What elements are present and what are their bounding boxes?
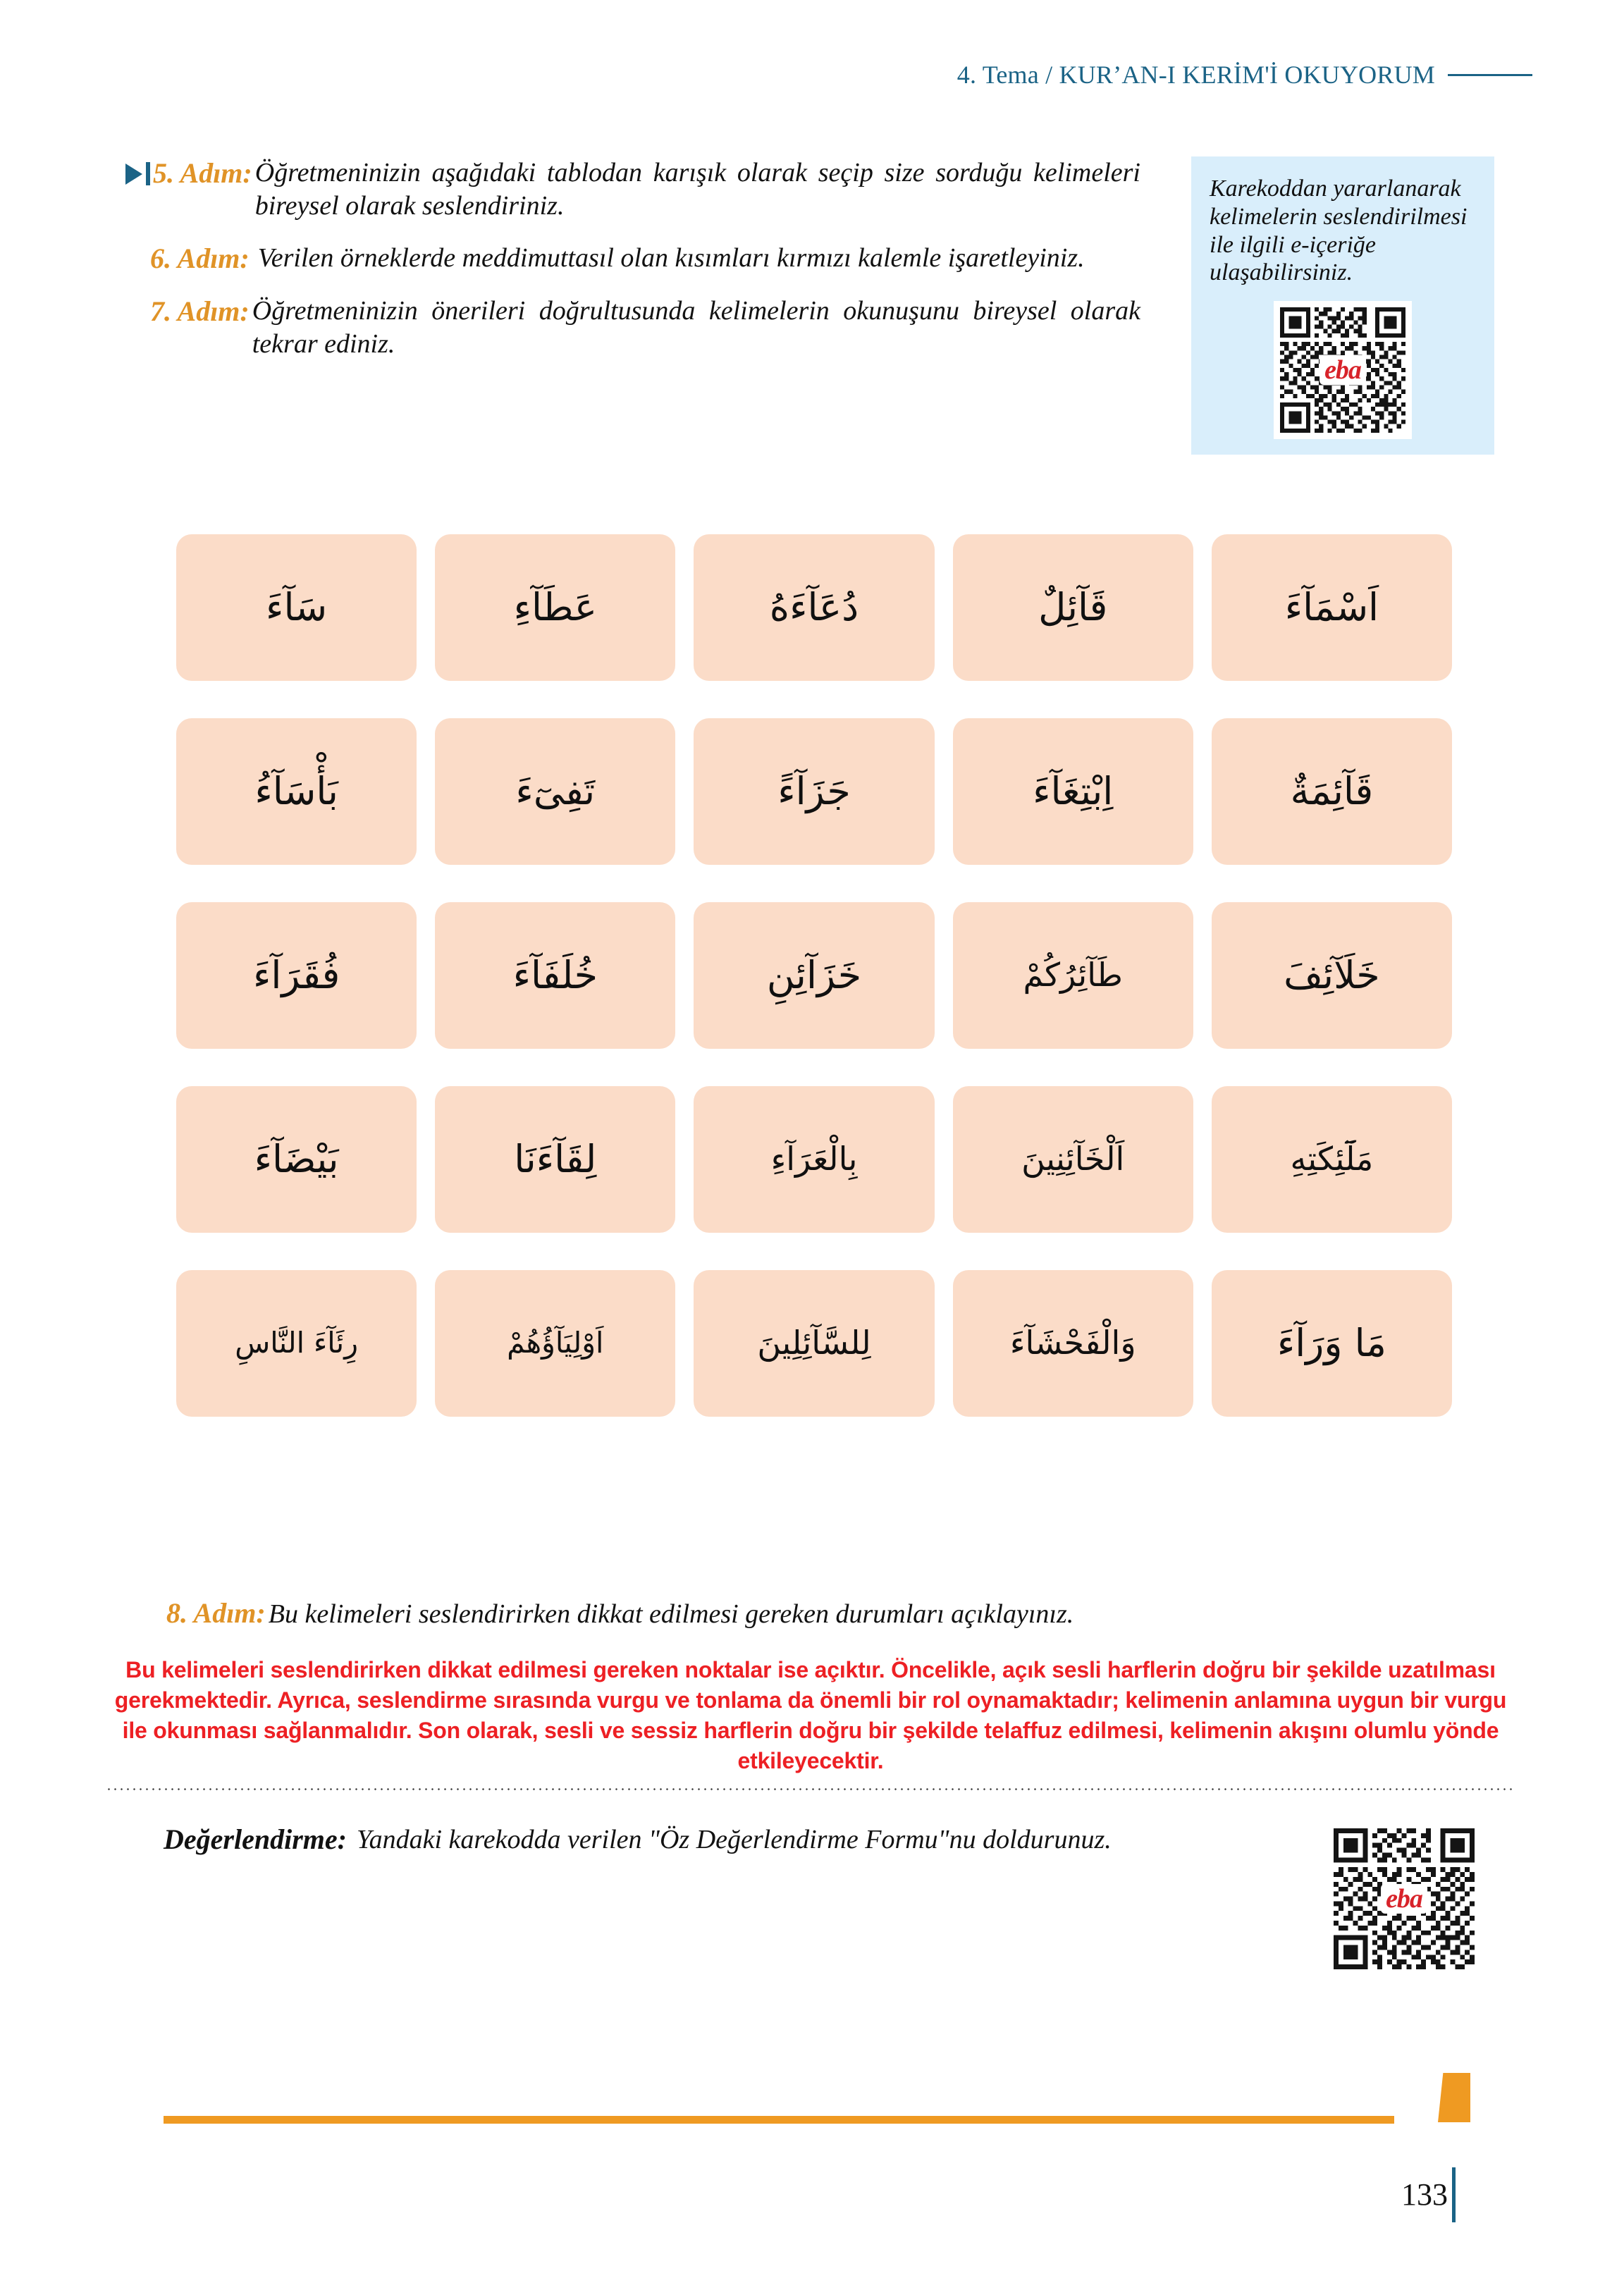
footer-rule <box>164 2116 1394 2124</box>
word-cell[interactable] <box>176 1270 417 1417</box>
header-rule <box>1448 74 1532 76</box>
qr-info-text: Karekoddan yararlanarak kelimelerin seslendirilmesi ile ilgili e-içeriğe ulaşabilirsiniz. <box>1210 176 1468 286</box>
word-cell[interactable] <box>953 1270 1193 1417</box>
evaluation-text: Yandaki karekodda verilen "Öz Değerlendirme Formu"nu doldurunuz. <box>356 1825 1112 1854</box>
arabic-word: بِالْعَرَآءِ <box>770 1140 858 1178</box>
word-cell[interactable] <box>1212 1086 1452 1233</box>
word-cell[interactable] <box>694 1270 934 1417</box>
student-answer-text: Bu kelimeleri seslendirirken dikkat edilmesi gereken noktalar ise açıktır. Öncelikle, açık sesli harflerin doğru bir şekilde uzatılması gerekmektedir. Ayrıca, seslendirme sırasında vurgu ve tonlama da önemli bir rol oynamaktadır; kelimenin anlamına uygun bir vurgu ile okunması sağlanmalıdır. Son olarak, sesli ve sessiz harflerin doğru bir şekilde telaffuz edilmesi, kelimenin akışını olumlu yönde etkileyecektir. <box>114 1657 1507 1773</box>
arabic-word: عَطَآءِ <box>513 585 597 630</box>
arabic-word: رِئَآءَ النَّاسِ <box>235 1326 358 1360</box>
step-text-7: Öğretmeninizin önerileri doğrultusunda kelimelerin okunuşunu bireysel olarak tekrar ediniz. <box>252 296 1140 359</box>
word-cell[interactable] <box>176 1086 417 1233</box>
word-cell[interactable] <box>1212 902 1452 1049</box>
arabic-word: تَفِىٓءَ <box>515 769 596 814</box>
step-item-6 <box>125 242 1140 275</box>
step-text-6: Verilen örneklerde meddimuttasıl olan kısımları kırmızı kalemle işaretleyiniz. <box>257 243 1085 273</box>
word-cell[interactable] <box>953 1086 1193 1233</box>
step-label-7: 7. Adım: <box>150 295 250 328</box>
page-header <box>957 60 1532 90</box>
arabic-word: مَلَٓئِكَتِهِ <box>1290 1140 1374 1178</box>
word-cell[interactable] <box>694 1086 934 1233</box>
dotted-divider <box>106 1787 1515 1791</box>
word-cell[interactable] <box>694 534 934 681</box>
word-cell[interactable] <box>435 1270 675 1417</box>
arabic-word: اَلْخَآئِنِينَ <box>1021 1140 1125 1178</box>
page-title: 4. Tema / KUR’AN-I KERİM'İ OKUYORUM <box>956 61 1435 89</box>
word-cell[interactable] <box>1212 1270 1452 1417</box>
qr-code-bottom[interactable] <box>1334 1828 1475 1969</box>
eba-logo-icon: eba <box>1320 355 1366 385</box>
step-text-8: Bu kelimeleri seslendirirken dikkat edilmesi gereken durumları açıklayınız. <box>268 1599 1074 1629</box>
step-item-5 <box>125 156 1140 222</box>
word-cell[interactable] <box>435 534 675 681</box>
page-number: 133 <box>1401 2177 1448 2212</box>
step-item-7 <box>125 295 1140 360</box>
step-label-5: 5. Adım: <box>153 157 252 189</box>
evaluation-section <box>164 1823 1263 1857</box>
word-cell[interactable] <box>176 718 417 865</box>
arabic-word: لِلسَّآئِلِينَ <box>757 1324 871 1362</box>
arabic-word: لِقَآءَنَا <box>514 1137 597 1182</box>
step-marker <box>125 156 150 185</box>
arabic-word: قَآئِمَةٌ <box>1290 769 1374 814</box>
steps-list <box>125 156 1140 381</box>
arabic-word: بَيْضَآءَ <box>254 1137 339 1182</box>
eba-logo-icon: eba <box>1381 1884 1427 1914</box>
step-label-6: 6. Adım: <box>150 242 250 275</box>
qr-info-box <box>1191 156 1494 455</box>
arabic-word: اِبْتِغَآءَ <box>1033 769 1114 814</box>
word-cell[interactable] <box>1212 534 1452 681</box>
arabic-word: خَلَآئِفَ <box>1284 953 1380 998</box>
word-grid <box>176 534 1452 1417</box>
word-cell[interactable] <box>176 534 417 681</box>
triangle-marker-icon <box>125 164 142 185</box>
page-number-bar <box>1452 2167 1456 2222</box>
arabic-word: بَأْسَآءُ <box>254 769 338 814</box>
word-cell[interactable] <box>694 902 934 1049</box>
word-cell[interactable] <box>953 718 1193 865</box>
step-item-8 <box>166 1596 1074 1631</box>
arabic-word: اَسْمَآءَ <box>1284 585 1379 630</box>
arabic-word: دُعَآءَهُ <box>769 585 859 630</box>
arabic-word: فُقَرَآءَ <box>252 953 340 998</box>
word-cell[interactable] <box>1212 718 1452 865</box>
qr-code-top[interactable] <box>1274 301 1412 439</box>
word-cell[interactable] <box>953 534 1193 681</box>
word-cell[interactable] <box>694 718 934 865</box>
step-label-8: 8. Adım: <box>166 1597 266 1629</box>
footer-tab-shape <box>1438 2073 1470 2122</box>
arabic-word: مَا وَرَآءَ <box>1277 1321 1386 1366</box>
arabic-word: اَوْلِيَآؤُهُمْ <box>507 1326 604 1360</box>
arabic-word: جَزَآءً <box>777 769 851 814</box>
arabic-word: خُلَفَآءَ <box>512 953 598 998</box>
qr-code-image[interactable] <box>1280 307 1405 433</box>
arabic-word: سَآءَ <box>266 585 328 630</box>
word-cell[interactable] <box>435 718 675 865</box>
evaluation-label: Değerlendirme: <box>164 1823 347 1855</box>
step-text-5: Öğretmeninizin aşağıdaki tablodan karışık olarak seçip size sorduğu kelimeleri bireysel olarak seslendiriniz. <box>254 158 1140 221</box>
word-cell[interactable] <box>176 902 417 1049</box>
arabic-word: قَآئِلٌ <box>1038 585 1108 630</box>
word-cell[interactable] <box>953 902 1193 1049</box>
word-cell[interactable] <box>435 902 675 1049</box>
arabic-word: طَآئِرُكُمْ <box>1023 956 1123 995</box>
arabic-word: وَالْفَحْشَآءَ <box>1009 1324 1136 1362</box>
arabic-word: خَزَآئِنِ <box>766 953 862 998</box>
qr-code-image[interactable] <box>1334 1828 1475 1969</box>
vertical-bar-icon <box>146 162 150 185</box>
word-cell[interactable] <box>435 1086 675 1233</box>
